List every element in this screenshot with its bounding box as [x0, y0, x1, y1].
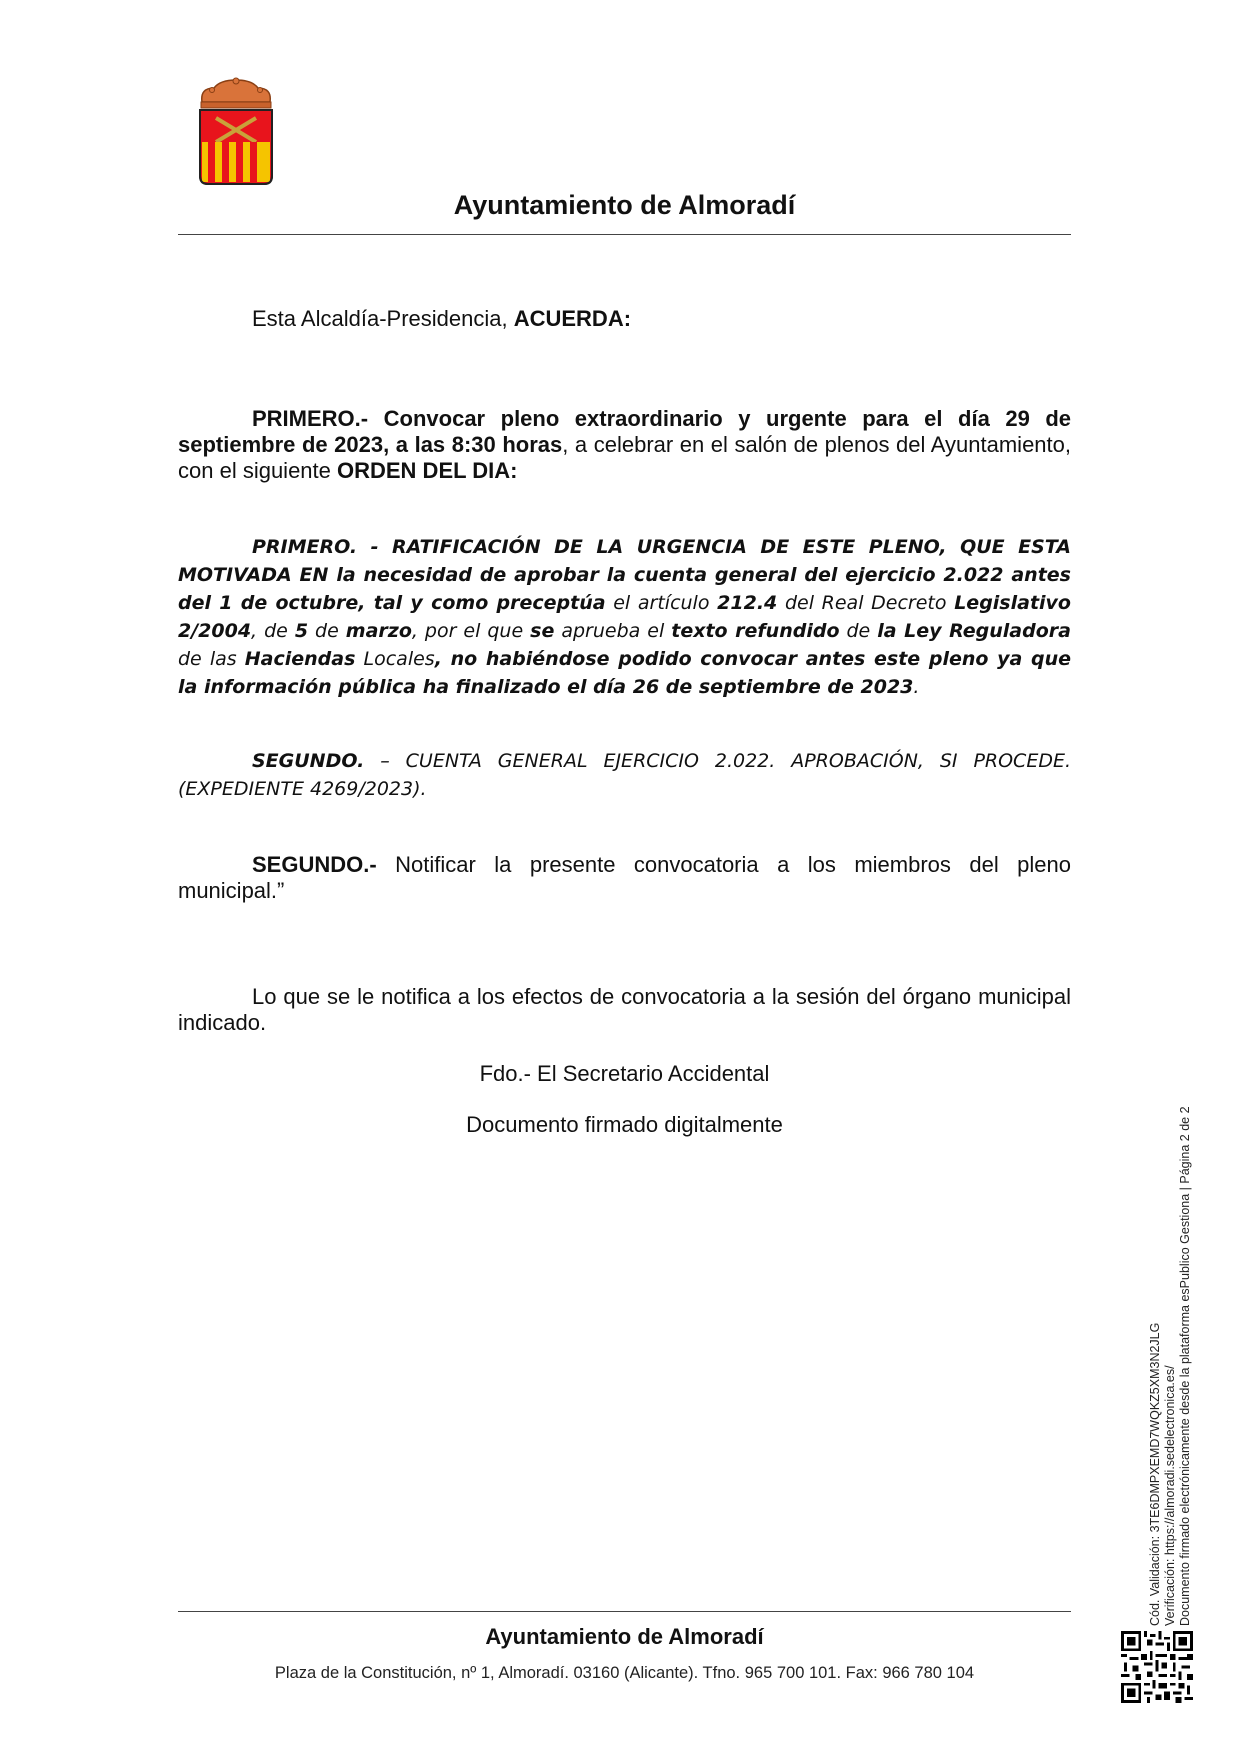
verification-url[interactable]: Verificación: https://almoradi.sedelectronica.es/ [1163, 1365, 1177, 1626]
intro-paragraph [178, 306, 1071, 332]
agenda-item-1-part: Haciendas [244, 648, 356, 670]
agenda-item-1-part: marzo [345, 620, 412, 642]
agenda-item-1-part: , de [251, 620, 295, 642]
agenda-item-1-part: del Real Decreto [777, 592, 955, 614]
agenda-item-2-text: – CUENTA GENERAL EJERCICIO 2.022. APROBACIÓN, SI PROCEDE. (EXPEDIENTE 4269/2023). [178, 750, 1071, 800]
signature-line: Fdo.- El Secretario Accidental [479, 1061, 770, 1086]
primero-bold-text: Convocar pleno extraordinario y urgente para el día 29 de septiembre de 2023, a las 8:30 horas [178, 406, 1072, 457]
agenda-item-1-part: 212.4 [717, 592, 778, 614]
agenda-item-1-part: , por el que [411, 620, 531, 642]
agenda-item-1-part: de [839, 620, 878, 642]
agenda-item-1-part: texto refundido [671, 620, 840, 642]
closing-paragraph: Lo que se le notifica a los efectos de convocatoria a la sesión del órgano municipal indicado. [178, 984, 1071, 1035]
agenda-item-1-part: PRIMERO. - RATIFICACIÓN DE LA URGENCIA DE ESTE PLENO, QUE ESTA MOTIVADA EN la necesidad de aprobar la cuenta general del ejercicio 2.022 antes del 1 de octubre, tal y como preceptúa [178, 536, 1071, 614]
primero-paragraph [178, 406, 1071, 484]
agenda-item-1-part: , no habiéndose podido convocar antes este pleno ya que la información pública ha finalizado el día 26 de septiembre de 2023 [178, 648, 1071, 698]
header-divider [178, 234, 1071, 235]
agenda-item-1-part: Locales [355, 648, 435, 670]
agenda-item-1 [178, 533, 1071, 701]
intro-bold: ACUERDA: [513, 306, 632, 331]
agenda-item-1-part: de [308, 620, 346, 642]
intro-text: Esta Alcaldía-Presidencia, [252, 306, 514, 331]
qr-code-icon [1121, 1631, 1193, 1703]
segundo-label: SEGUNDO.- [252, 852, 396, 877]
primero-text: , a celebrar en el salón de plenos del Ayuntamiento, con el siguiente [178, 432, 1072, 483]
signature-platform-note: Documento firmado electrónicamente desde la plataforma esPublico Gestiona | Página 2 de 2 [1178, 1106, 1192, 1626]
agenda-item-1-part: la Ley Reguladora [877, 620, 1071, 642]
agenda-item-1-part: se [530, 620, 555, 642]
agenda-item-2-label: SEGUNDO. [252, 750, 365, 772]
primero-label: PRIMERO.- [252, 406, 384, 431]
primero-bold-end: ORDEN DEL DIA: [337, 458, 518, 483]
agenda-item-1-part: aprueba el [554, 620, 672, 642]
agenda-item-2 [178, 747, 1071, 803]
coat-of-arms-icon [196, 76, 276, 188]
footer-address: Plaza de la Constitución, nº 1, Almoradí. 03160 (Alicante). Tfno. 965 700 101. Fax: 966 780 104 [274, 1664, 975, 1682]
header-title: Ayuntamiento de Almoradí [453, 190, 796, 220]
agenda-item-1-part: Legislativo 2/2004 [178, 592, 1071, 642]
agenda-item-1-part: . [913, 676, 920, 698]
validation-code: Cód. Validación: 3TE6DMPXEMD7WQKZ5XM3N2JLG [1148, 1322, 1162, 1626]
agenda-item-1-part: 5 [294, 620, 309, 642]
agenda-item-1-part: de las [178, 648, 245, 670]
segundo-paragraph [178, 852, 1071, 904]
agenda-item-1-part: el artículo [605, 592, 718, 614]
verification-block [1148, 1106, 1193, 1626]
segundo-text: Notificar la presente convocatoria a los miembros del pleno municipal.” [178, 852, 1071, 903]
footer-title: Ayuntamiento de Almoradí [485, 1624, 764, 1649]
digital-signature-note: Documento firmado digitalmente [466, 1112, 783, 1137]
footer-divider [178, 1611, 1071, 1612]
